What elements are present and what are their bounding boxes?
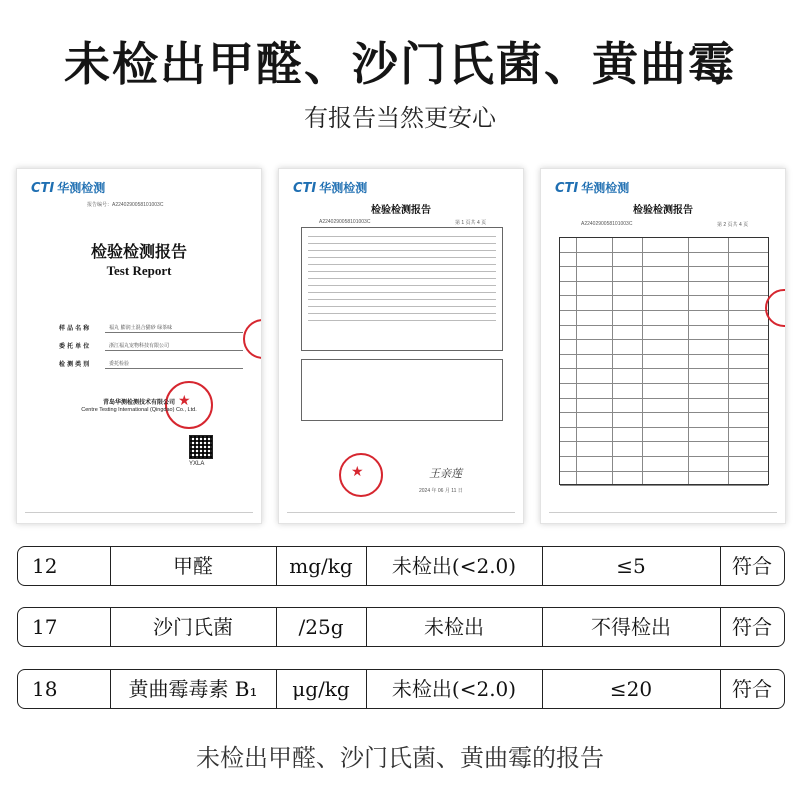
test-verdict: 符合 [732, 554, 772, 578]
footer-divider [549, 512, 777, 513]
page-subtitle: 有报告当然更安心 [304, 104, 496, 132]
test-result: 未检出(<2.0) [391, 677, 517, 701]
signature-image: 王亲莲 [429, 468, 462, 480]
page-title: 未检出甲醛、沙门氏菌、黄曲霉 [64, 37, 736, 91]
test-unit: mg/kg [289, 554, 353, 578]
qr-code-icon [189, 435, 213, 459]
result-row-formaldehyde [17, 546, 785, 586]
test-verdict: 符合 [732, 615, 772, 639]
test-limit: ≤5 [616, 554, 646, 578]
report-title-cn: 检验检测报告 [371, 205, 431, 216]
cti-logo: CTI 华测检测 [293, 181, 368, 196]
test-item: 黄曲霉毒素 B₁ [128, 677, 258, 701]
test-limit: ≤20 [609, 677, 653, 701]
field-underline [105, 350, 243, 351]
report-cover-image [16, 168, 262, 524]
test-verdict: 符合 [732, 677, 772, 701]
report-results-page-image [540, 168, 786, 524]
report-code: YXLA [189, 461, 205, 467]
test-result: 未检出 [424, 615, 484, 639]
red-seal-stamp [243, 319, 262, 359]
result-row-salmonella [17, 607, 785, 647]
page-number: 第 1 页共 4 页 [455, 220, 487, 226]
star-icon: ★ [351, 464, 364, 480]
row-number: 18 [32, 677, 58, 701]
footer-divider [287, 512, 515, 513]
conclusion-box [301, 359, 503, 421]
field-label: 委 托 单 位 [59, 343, 90, 350]
org-name-en: Centre Testing International (Qingdao) Co., Ltd. [81, 407, 197, 413]
test-limit: 不得检出 [591, 615, 671, 639]
report-title-en: Test Report [106, 263, 172, 278]
org-name-cn: 青岛华测检测技术有限公司 [102, 400, 175, 406]
field-value: 福丸 膨润土混合猫砂 绿茶味 [109, 325, 173, 331]
report-number: A2240290058101003C [581, 221, 633, 227]
field-label: 检 测 类 别 [59, 361, 90, 368]
page-number: 第 2 页共 4 页 [717, 222, 749, 228]
footer-divider [25, 512, 253, 513]
test-item: 沙门氏菌 [153, 615, 233, 639]
test-item: 甲醛 [173, 554, 213, 578]
field-value: 委托检验 [109, 361, 130, 367]
cti-logo: CTI 华测检测 [31, 181, 106, 196]
field-label: 样 品 名 称 [59, 325, 90, 332]
report-number: 报告编号：A2240290058101003C [87, 202, 164, 208]
field-underline [105, 368, 243, 369]
test-unit: /25g [298, 615, 344, 639]
report-number: A2240290058101003C [319, 219, 371, 225]
report-info-page-image [278, 168, 524, 524]
test-result: 未检出(<2.0) [391, 554, 517, 578]
report-title-cn: 检验检测报告 [90, 242, 187, 261]
field-value: 浙江福丸宠物科技有限公司 [109, 343, 170, 349]
star-icon: ★ [178, 393, 191, 409]
result-row-aflatoxin [17, 669, 785, 709]
sign-date: 2024 年 06 月 11 日 [419, 488, 463, 494]
bottom-caption: 未检出甲醛、沙门氏菌、黄曲霉的报告 [196, 744, 604, 772]
field-underline [105, 332, 243, 333]
test-unit: μg/kg [292, 677, 350, 701]
info-table [301, 227, 503, 351]
report-title-cn: 检验检测报告 [633, 205, 693, 216]
results-table [559, 237, 769, 485]
row-number: 12 [32, 554, 58, 578]
cti-logo: CTI 华测检测 [555, 181, 630, 196]
row-number: 17 [32, 615, 58, 639]
